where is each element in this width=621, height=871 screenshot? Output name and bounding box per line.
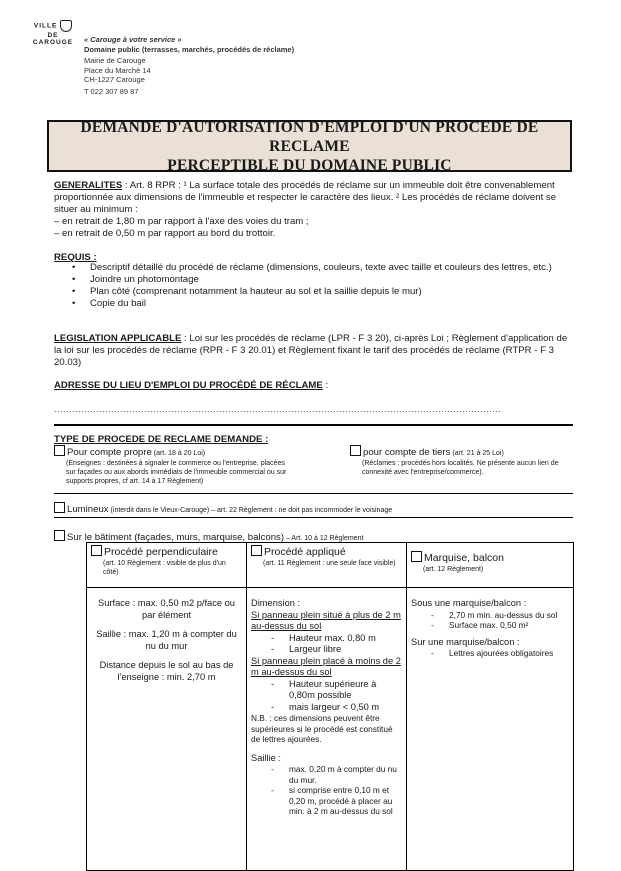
table-cell	[407, 588, 574, 871]
own-account-ref: (art. 18 à 20 Loi)	[151, 450, 206, 457]
crest-icon	[60, 20, 72, 32]
third-party-ref: (art. 21 à 25 Loi)	[450, 450, 504, 457]
list-item	[72, 298, 572, 310]
divider	[54, 424, 573, 426]
option-third-party	[350, 445, 570, 477]
requis-label: REQUIS :	[54, 252, 97, 263]
bullet-icon: •	[72, 274, 76, 285]
dash-icon: -	[271, 701, 275, 712]
dash-icon: -	[431, 620, 434, 630]
rule-item: si comprise entre 0,10 m et 0,20 m, procédé à placer au min. à 2 m au-dessus du sol	[289, 785, 393, 816]
batiment-checkbox[interactable]	[54, 530, 65, 541]
list-item	[72, 286, 572, 298]
dash-icon: -	[431, 648, 434, 658]
address-label: ADRESSE DU LIEU D'EMPLOI DU PROCÉDÉ DE RÉCLAME	[54, 380, 323, 391]
logo	[28, 20, 78, 46]
address-input-line[interactable]: .....................................................................................................................................................	[54, 404, 502, 414]
logo-text: VILLE	[33, 22, 58, 30]
form-title-box	[47, 120, 572, 172]
batiment-label: Sur le bâtiment (façades, murs, marquise, balcons)	[67, 532, 285, 543]
bullet-icon: •	[72, 286, 76, 297]
own-account-desc: (Enseignes : destinées à signaler le commerce ou l'entreprise, placées sur façades ou aux abords immédiats de l'immeuble commercial ou sur supports propres, cf art. 14 à 17 Règlement)	[66, 460, 287, 485]
rule-item: mais largeur < 0,50 m	[289, 701, 380, 712]
perpendiculaire-checkbox[interactable]	[91, 545, 102, 556]
bullet-icon: •	[72, 298, 76, 309]
rule-text: Distance depuis le sol au bas de l'enseigne : min. 2,70 m	[99, 660, 234, 682]
rule-item: Hauteur max. 0,80 m	[289, 632, 376, 643]
table-row	[87, 543, 574, 588]
address-field-label	[54, 380, 328, 392]
generalites-label: GENERALITES	[54, 180, 123, 191]
lumineux-label: Lumineux	[67, 504, 109, 515]
marquise-checkbox[interactable]	[411, 551, 422, 562]
rule-item: Surface max. 0,50 m²	[449, 620, 529, 630]
rule-text: Saillie : max. 1,20 m à compter du nu du mur	[96, 629, 237, 651]
column-title: Procédé appliqué	[264, 546, 346, 558]
dash-icon: -	[271, 785, 274, 795]
legislation-section	[54, 333, 574, 369]
applique-checkbox[interactable]	[251, 545, 262, 556]
own-account-label: Pour compte propre	[67, 447, 152, 458]
logo-text: DE	[47, 32, 59, 39]
third-party-checkbox[interactable]	[350, 445, 361, 456]
phone-line: T 022 307 89 87	[84, 86, 139, 96]
third-party-desc: (Réclames : procédés hors localités. Ne présente aucun lien de connexité avec l'entreprise/commerce).	[362, 460, 559, 476]
column-ref: (art. 10 Règlement : visible de plus d'un côté)	[103, 559, 226, 576]
generalites-section	[54, 180, 574, 240]
type-label: TYPE DE PROCEDE DE RECLAME DEMANDE :	[54, 434, 269, 445]
dash-icon: -	[271, 644, 275, 654]
form-title-line1: DEMANDE D'AUTORISATION D'EMPLOI D'UN PROCEDE DE RECLAME	[80, 118, 539, 155]
divider	[54, 517, 573, 518]
rule-heading: Sous une marquise/balcon :	[411, 598, 527, 608]
table-row	[87, 588, 574, 871]
option-own-account	[54, 445, 354, 486]
department-name: Domaine public (terrasses, marchés, procédés de réclame)	[84, 45, 295, 54]
rule-item: max. 0,20 m à compter du nu du mur.	[289, 764, 397, 785]
logo-text: CAROUGE	[32, 39, 74, 46]
legislation-text: : Loi sur les procédés de réclame (LPR - F 3 20), ci-après Loi ; Règlement d'application de la loi sur les procédés de réclame (RPR - F 3 20.01) et Règlement fixant le tarif des procédés de réclame (RTPR - F 3 20.03)	[54, 333, 568, 368]
divider	[54, 493, 573, 494]
rule-heading: Sur une marquise/balcon :	[411, 636, 520, 647]
rule-text: Surface : max. 0,50 m2 p/face ou par élément	[98, 598, 235, 620]
rule-heading: Saillie :	[251, 752, 281, 763]
rule-item: 2,70 m min. au-dessus du sol	[449, 609, 558, 620]
rule-condition: Si panneau plein placé à moins de 2 m au-dessus du sol	[251, 655, 401, 677]
rule-item: Lettres ajourées obligatoires	[449, 648, 554, 658]
address-line: CH-1227 Carouge	[84, 75, 145, 85]
table-header-cell	[407, 543, 574, 588]
legislation-label: LEGISLATION APPLICABLE	[54, 333, 182, 344]
rule-note: N.B. : ces dimensions peuvent être supérieures si le procédé est constitué de lettres ajourées.	[251, 713, 393, 744]
own-account-checkbox[interactable]	[54, 445, 65, 456]
dash-icon: -	[271, 764, 274, 774]
rule-item: Hauteur supérieure à 0,80m possible	[289, 678, 377, 700]
column-title: Procédé perpendiculaire	[104, 546, 218, 558]
table-cell	[247, 588, 407, 871]
table-header-cell	[247, 543, 407, 588]
bullet-icon: •	[72, 262, 76, 273]
lumineux-checkbox[interactable]	[54, 502, 65, 513]
address-label-suffix: :	[322, 380, 329, 391]
address-line: Mairie de Carouge	[84, 56, 146, 65]
third-party-label: pour compte de tiers	[363, 447, 451, 458]
generalites-item: – en retrait de 1,80 m par rapport à l'axe des voies du tram ;	[54, 216, 309, 227]
dash-icon: -	[271, 632, 275, 643]
column-title: Marquise, balcon	[424, 552, 504, 564]
batiment-table	[86, 542, 574, 871]
rule-condition: Si panneau plein situé à plus de 2 m au-dessus du sol	[251, 609, 401, 631]
generalites-text: : Art. 8 RPR : ¹ La surface totale des procédés de réclame sur un immeuble doit être convenablement proportionnée aux dimensions de l'immeuble et respecter le caractère des lieux. ² Les procédés de réclame doivent se situer au minimum :	[54, 180, 557, 215]
batiment-ref: – Art. 10 à 12 Règlement	[284, 535, 364, 542]
option-lumineux	[54, 502, 392, 516]
table-cell	[87, 588, 247, 871]
list-item-text: Joindre un photomontage	[90, 274, 199, 285]
list-item	[72, 262, 572, 274]
service-slogan: « Carouge à votre service »	[84, 35, 182, 44]
address-block	[84, 56, 151, 96]
table-header-cell	[87, 543, 247, 588]
list-item-text: Copie du bail	[90, 298, 147, 309]
form-title-line2: PERCEPTIBLE DU DOMAINE PUBLIC	[167, 156, 452, 174]
list-item	[72, 274, 572, 286]
generalites-item: – en retrait de 0,50 m par rapport au bord du trottoir.	[54, 228, 276, 239]
rule-heading: Dimension :	[251, 598, 301, 608]
list-item-text: Descriptif détaillé du procédé de réclame (dimensions, couleurs, texte avec taille et couleurs des lettres, etc.)	[90, 262, 552, 273]
rule-item: Largeur libre	[289, 644, 342, 654]
list-item-text: Plan côté (comprenant notamment la hauteur au sol et la saillie depuis le mur)	[90, 286, 422, 297]
column-ref: (art. 12 Règlement)	[423, 565, 484, 573]
dash-icon: -	[431, 609, 434, 620]
dash-icon: -	[271, 678, 275, 689]
requis-list	[72, 262, 572, 310]
lumineux-desc: (interdit dans le Vieux-Carouge) – art. 22 Règlement : ne doit pas incommoder le voisinage	[108, 507, 393, 514]
column-ref: (art. 11 Règlement : une seule face visible)	[263, 559, 396, 567]
address-line: Place du Marché 14	[84, 65, 151, 75]
